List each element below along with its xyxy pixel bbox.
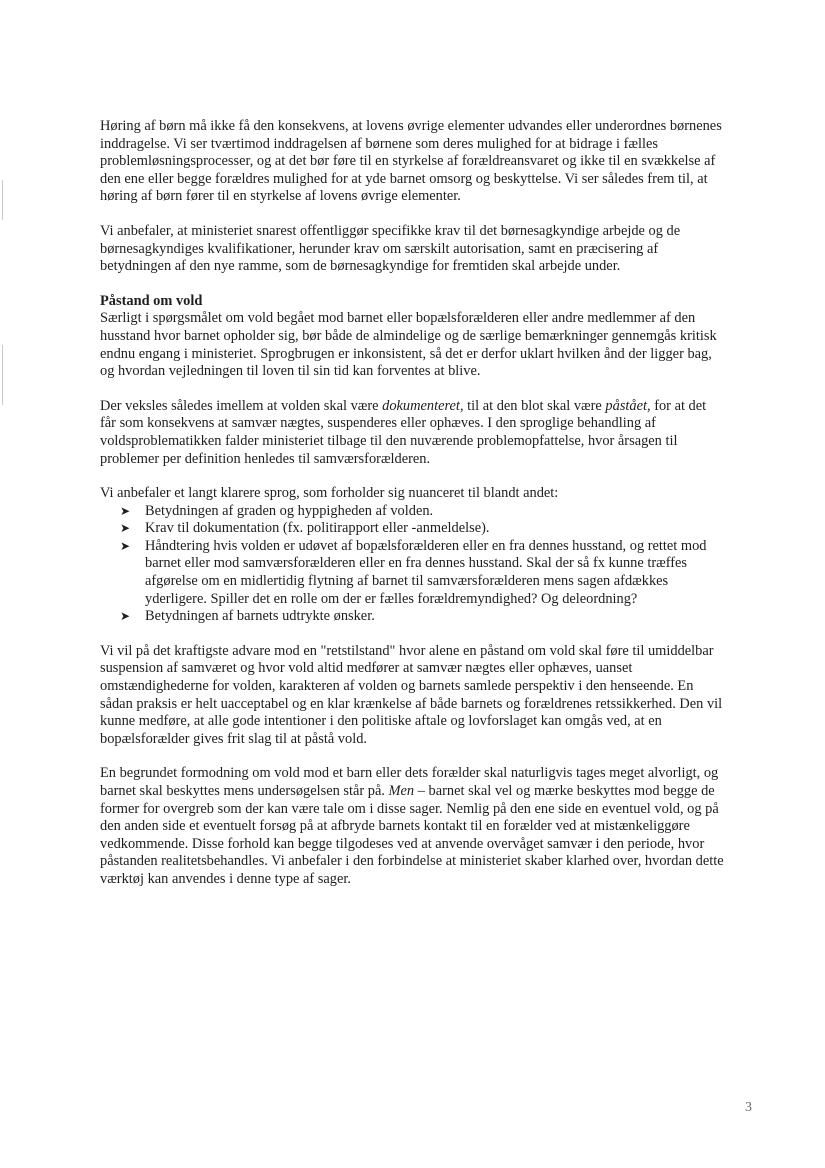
paragraph-2: Vi anbefaler, at ministeriet snarest offentliggør specifikke krav til det børnesagkyndige arbejde og de børnesagkyndiges kvalifikationer, herunder krav om særskilt autorisation, samt en præcisering af betydningen af den nye ramme, som de børnesagkyndige for fremtiden skal arbejde under. <box>100 222 681 275</box>
paragraph-3-middle: , til at den blot skal være <box>459 397 606 414</box>
list-item <box>100 503 725 521</box>
scan-margin-mark <box>2 345 3 405</box>
page-number: 3 <box>745 1100 752 1115</box>
section-body: Særligt i spørgsmålet om vold begået mod barnet eller bopælsforælderen eller andre medlemmer af den husstand hvor barnet opholder sig, bør både de almindelige og de særlige bemærkninger gennemgås kritisk endnu engang i ministeriet. Sprogbrugen er inkonsistent, så det er derfor uklart hvilken ånd der ligger bag, og hvordan vejledningen til loven til sin tid kan forventes at blive. <box>100 310 717 380</box>
list-item-text: Betydningen af barnets udtrykte ønsker. <box>145 608 375 625</box>
list-item-text: Krav til dokumentation (fx. politirapport eller -anmeldelse). <box>145 520 490 537</box>
list-item-text: Håndtering hvis volden er udøvet af bopælsforælderen eller en fra dennes husstand, og rettet mod barnet eller mod samværsforælderen eller en fra dennes husstand. Skal der så fx kunne træffes afgørelse om en midlertidig flytning af barnet til samværsforælderen mens sagen afdækkes yderligere. Spiller det en rolle om der er fælles forældremyndighed? Og deleordning? <box>145 537 707 607</box>
term-paastaaet: påstået <box>605 397 647 414</box>
paragraph-5-before: En begrundet formodning om vold mod et barn eller dets forælder skal naturligvis tages meget alvorligt, og barnet skal beskyttes mens undersøgelsen står på. <box>100 765 719 799</box>
recommendation-list <box>100 503 725 626</box>
paragraph-5 <box>100 765 725 888</box>
arrow-bullet-icon: ➤ <box>120 538 131 553</box>
list-item <box>100 608 725 626</box>
list-item-text: Betydningen af graden og hyppigheden af volden. <box>145 502 434 519</box>
paragraph-5-emphasis: Men <box>388 783 415 799</box>
term-dokumenteret: dokumenteret <box>382 397 460 414</box>
paragraph-1: Høring af børn må ikke få den konsekvens, at lovens øvrige elementer udvandes eller underordnes børnenes inddragelse. Vi ser tværtimod inddragelsen af børnene som deres mulighed for at bidrage i fælles problemløsningsprocesser, og at det bør føre til en styrkelse af forældreansvaret og ikke til en svækkelse af den ene eller begge forældres mulighed for at yde barnet omsorg og beskyttelse. Vi ser således frem til, at høring af børn fører til en styrkelse af lovens øvrige elementer. <box>100 118 722 205</box>
list-intro: Vi anbefaler et langt klarere sprog, som forholder sig nuanceret til blandt andet: <box>100 485 559 502</box>
arrow-bullet-icon: ➤ <box>120 609 131 624</box>
paragraph-3 <box>100 398 725 468</box>
section-heading: Påstand om vold <box>100 292 203 309</box>
paragraph-3-after: , for at det får som konsekvens at samvær nægtes, suspenderes eller ophæves. I den sproglige behandling af voldsproblematikken falder ministeriet tilbage til den nuværende problemopfattelse, hvor årsagen til problemer per definition henledes til samværsforælderen. <box>100 397 707 467</box>
paragraph-5-after: – barnet skal vel og mærke beskyttes mod begge de former for overgreb som der kan være tale om i disse sager. Nemlig på den ene side en eventuel vold, og på den anden side et eventuelt forsøg på at afbryde barnets kontakt til en forælder ved at mistænkeliggøre vedkommende. Disse forhold kan begge tilgodeses ved at anvende overvåget samvær i den periode, hvor påstanden realitetsbehandles. Vi anbefaler i den forbindelse at ministeriet skaber klarhed over, hvordan dette værktøj kan anvendes i denne type af sager. <box>100 783 724 887</box>
paragraph-3-before: Der veksles således imellem at volden skal være <box>100 397 383 414</box>
scan-margin-mark <box>2 180 3 220</box>
arrow-bullet-icon: ➤ <box>120 521 131 536</box>
list-item <box>100 520 725 538</box>
document-body <box>100 118 725 906</box>
paragraph-4: Vi vil på det kraftigste advare mod en "retstilstand" hvor alene en påstand om vold skal føre til umiddelbar suspension af samværet og hvor vold altid medfører at samvær nægtes eller ophæves, uanset omstændighederne for volden, karakteren af volden og barnets samlede perspektiv i den henseende. En sådan praksis er helt uacceptabel og en klar krænkelse af både barnets og forældrenes retssikkerhed. Den vil kunne medføre, at alle gode intentioner i den politiske aftale og lovforslaget kan omgås ved, at en bopælsforælder gives frit slag til at påstå vold. <box>100 642 723 747</box>
arrow-bullet-icon: ➤ <box>120 503 131 518</box>
list-item <box>100 538 725 608</box>
